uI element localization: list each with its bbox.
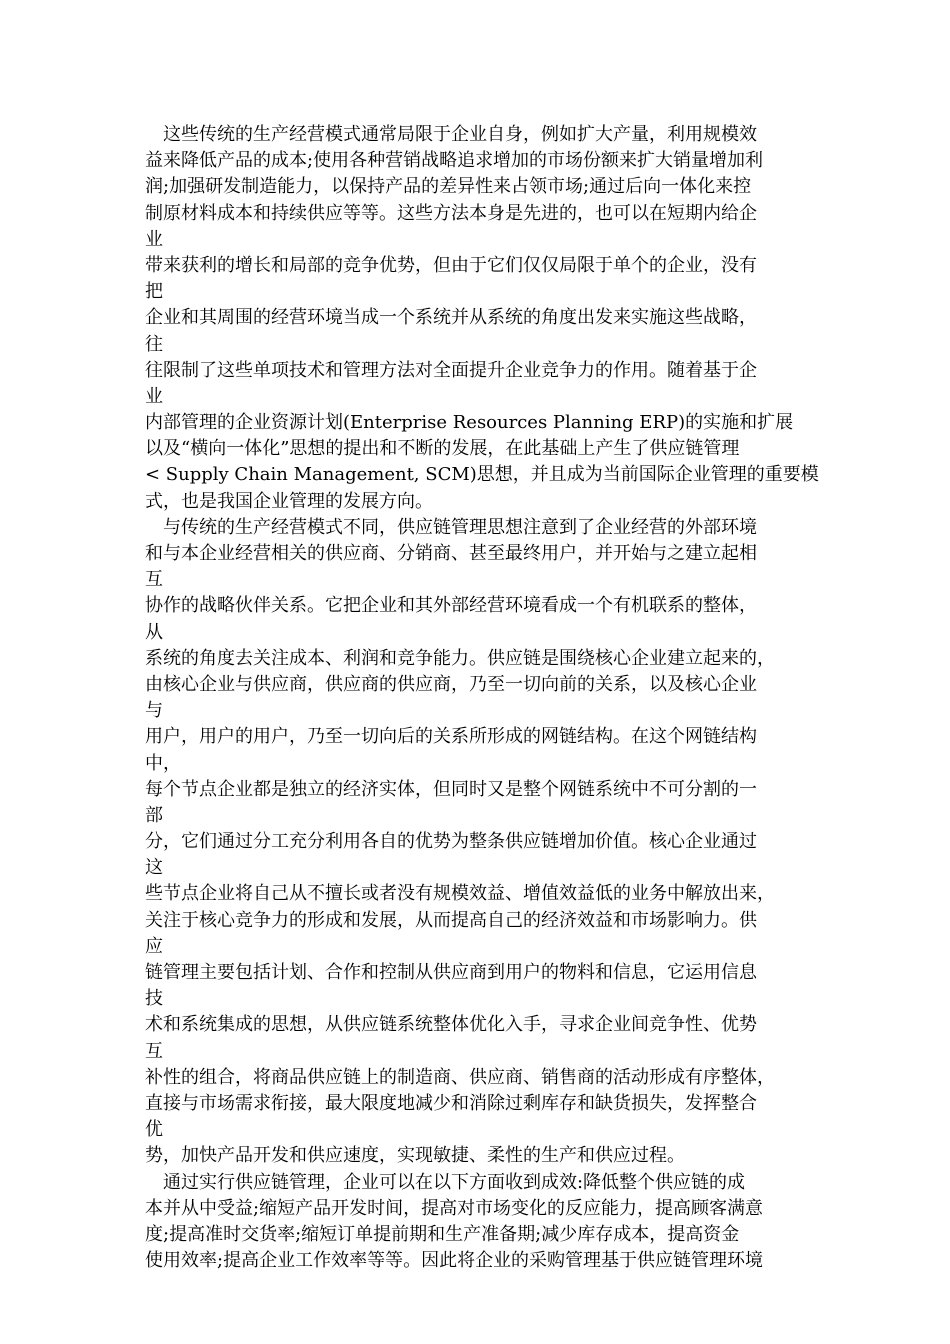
- text-line: 中，: [145, 752, 181, 774]
- text-line: 企业和其周围的经营环境当成一个系统并从系统的角度出发来实施这些战略，: [145, 307, 757, 329]
- text-line: < Supply Chain Management, SCM)思想，并且成为当前国际企业管理的重要模: [145, 464, 819, 486]
- text-line: 业: [145, 228, 163, 250]
- text-line: 以及“横向一体化”思想的提出和不断的发展，在此基础上产生了供应链管理: [145, 438, 740, 460]
- text-line: 协作的战略伙伴关系。它把企业和其外部经营环境看成一个有机联系的整体，: [145, 595, 757, 617]
- text-line: 由核心企业与供应商，供应商的供应商，乃至一切向前的关系，以及核心企业: [145, 673, 757, 695]
- text-line: 内部管理的企业资源计划(Enterprise Resources Planning ERP)的实施和扩展: [145, 412, 794, 434]
- text-line: 每个节点企业都是独立的经济实体，但同时又是整个网链系统中不可分割的一: [145, 778, 757, 800]
- text-line: 和与本企业经营相关的供应商、分销商、甚至最终用户，并开始与之建立起相: [145, 543, 757, 564]
- text-line: 从: [145, 621, 163, 643]
- text-line: 润;加强研发制造能力，以保持产品的差异性来占领市场;通过后向一体化来控: [145, 176, 752, 198]
- text-line: 链管理主要包括计划、合作和控制从供应商到用户的物料和信息，它运用信息: [145, 962, 757, 983]
- text-line: 系统的角度去关注成本、利润和竞争能力。供应链是围绕核心企业建立起来的，: [145, 647, 775, 669]
- text-line: 益来降低产品的成本;使用各种营销战略追求增加的市场份额来扩大销量增加利: [145, 150, 764, 172]
- text-line: 技: [145, 988, 163, 1010]
- text-line: 补性的组合，将商品供应链上的制造商、供应商、销售商的活动形成有序整体，: [145, 1066, 775, 1088]
- text-line: 分，它们通过分工充分利用各自的优势为整条供应链增加价值。核心企业通过: [145, 831, 757, 853]
- text-line: 优: [145, 1119, 163, 1141]
- text-line: 势，加快产品开发和供应速度，实现敏捷、柔性的生产和供应过程。: [145, 1145, 685, 1167]
- text-line: 度;提高准时交货率;缩短订单提前期和生产准备期;减少库存成本，提高资金: [145, 1223, 740, 1245]
- text-line: 些节点企业将自己从不擅长或者没有规模效益、增值效益低的业务中解放出来，: [145, 883, 775, 905]
- text-line: 与: [145, 700, 163, 722]
- text-line: 部: [145, 804, 163, 826]
- text-line: 这些传统的生产经营模式通常局限于企业自身，例如扩大产量，利用规模效: [145, 124, 757, 145]
- body-text: [145, 122, 819, 1274]
- text-line: 业: [145, 385, 163, 407]
- text-line: 互: [145, 1040, 163, 1062]
- text-line: 往: [145, 333, 163, 355]
- text-line: 本并从中受益;缩短产品开发时间，提高对市场变化的反应能力，提高顾客满意: [145, 1197, 764, 1219]
- text-line: 带来获利的增长和局部的竞争优势，但由于它们仅仅局限于单个的企业，没有: [145, 254, 757, 276]
- text-line: 往限制了这些单项技术和管理方法对全面提升企业竞争力的作用。随着基于企: [145, 359, 757, 381]
- text-line: 应: [145, 935, 163, 957]
- text-line: 直接与市场需求衔接，最大限度地减少和消除过剩库存和缺货损失，发挥整合: [145, 1092, 757, 1114]
- text-line: 互: [145, 569, 163, 591]
- text-line: 式，也是我国企业管理的发展方向。: [145, 490, 433, 512]
- text-line: 关注于核心竞争力的形成和发展，从而提高自己的经济效益和市场影响力。供: [145, 909, 757, 931]
- text-line: 用户，用户的用户，乃至一切向后的关系所形成的网链结构。在这个网链结构: [145, 726, 757, 748]
- text-line: 制原材料成本和持续供应等等。这些方法本身是先进的，也可以在短期内给企: [145, 202, 757, 224]
- text-line: 这: [145, 857, 163, 879]
- text-line: 把: [145, 281, 163, 303]
- text-line: 术和系统集成的思想，从供应链系统整体优化入手，寻求企业间竞争性、优势: [145, 1014, 757, 1036]
- text-line: 使用效率;提高企业工作效率等等。因此将企业的采购管理基于供应链管理环境: [145, 1250, 764, 1272]
- text-line: 与传统的生产经营模式不同，供应链管理思想注意到了企业经营的外部环境: [145, 516, 757, 538]
- text-line: 通过实行供应链管理，企业可以在以下方面收到成效:降低整个供应链的成: [145, 1171, 746, 1193]
